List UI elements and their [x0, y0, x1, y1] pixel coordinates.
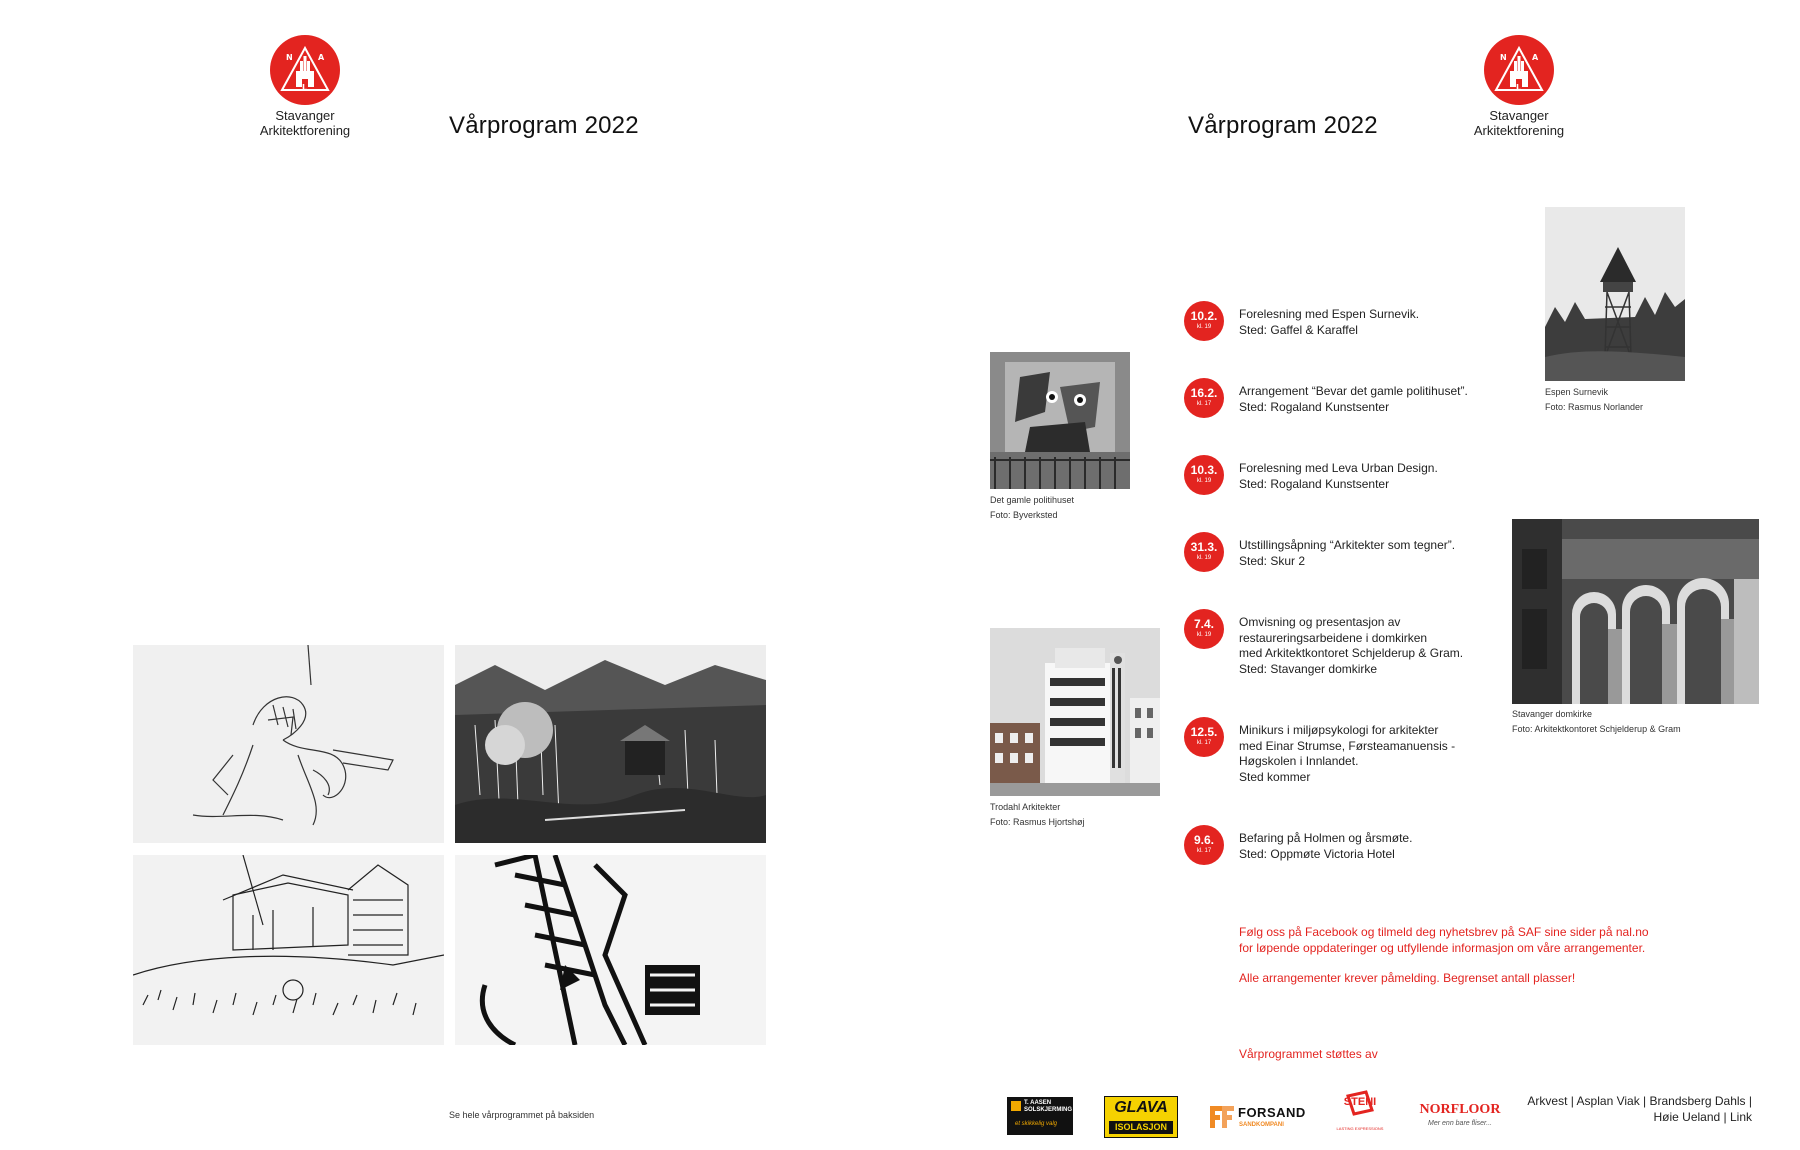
- page-title-right: Vårprogram 2022: [1188, 112, 1378, 139]
- org-name: [235, 108, 375, 138]
- sponsor-list-line: Høie Ueland | Link: [1653, 1110, 1752, 1124]
- sketch-figure-drawing: [133, 645, 444, 843]
- event-text: [1239, 384, 1468, 415]
- nal-logo-right: [1484, 35, 1554, 105]
- aasen-mark-icon: [1011, 1101, 1021, 1111]
- supported-by-line: Vårprogrammet støttes av: [1239, 1047, 1378, 1061]
- sketch-abstract: [455, 855, 766, 1045]
- event-date-badge: [1184, 378, 1224, 418]
- event-line: Sted kommer: [1239, 769, 1311, 784]
- supported-by-heading: [1239, 1047, 1378, 1063]
- photo-trodahl-image: [990, 628, 1160, 796]
- photo-surnevik-image: [1545, 207, 1685, 381]
- event-line: Sted: Rogaland Kunstsenter: [1239, 476, 1390, 491]
- forsand-sub: SANDKOMPANI: [1239, 1122, 1284, 1128]
- caption-surnevik: [1545, 385, 1643, 415]
- registration-note-line: Alle arrangementer krever påmelding. Begrenset antall plasser!: [1239, 971, 1576, 985]
- sketch-figure: [133, 645, 444, 843]
- caption-credit: Foto: Rasmus Hjortshøj: [990, 817, 1085, 827]
- event-item: [1184, 301, 1544, 361]
- event-line: Sted: Stavanger domkirke: [1239, 661, 1378, 676]
- event-text: [1239, 831, 1412, 862]
- event-time: kl. 17: [1196, 401, 1212, 407]
- event-line: Utstillingsåpning “Arkitekter som tegner”.: [1239, 538, 1456, 552]
- event-text: [1239, 615, 1463, 677]
- event-text: [1239, 538, 1455, 569]
- follow-note-line: for løpende oppdateringer og utfyllende informasjon om våre arrangementer.: [1239, 940, 1646, 955]
- event-item: [1184, 717, 1544, 797]
- org-name-right: [1449, 108, 1589, 138]
- event-item: [1184, 609, 1544, 689]
- glava-name: GLAVA: [1114, 1099, 1168, 1116]
- event-date: 10.3.: [1190, 463, 1218, 477]
- caption-title: Espen Surnevik: [1545, 387, 1609, 397]
- caption-credit: Foto: Byverksted: [990, 510, 1058, 520]
- photo-domkirke: [1512, 519, 1759, 704]
- org-name-line2: Arkitektforening: [259, 123, 351, 138]
- aasen-tagline: et skikkelig valg: [1015, 1121, 1058, 1127]
- photo-politihuset-image: [990, 352, 1130, 489]
- event-time: kl. 19: [1196, 324, 1212, 330]
- event-date: 16.2.: [1190, 386, 1218, 400]
- event-item: [1184, 532, 1544, 592]
- event-time: kl. 17: [1196, 740, 1212, 746]
- caption-title: Stavanger domkirke: [1512, 709, 1593, 719]
- event-line: Omvisning og presentasjon av: [1239, 615, 1401, 629]
- org-name-line1: Stavanger: [1489, 108, 1549, 123]
- sponsor-logo-norfloor: [1415, 1100, 1505, 1134]
- logo-letter-a: A: [318, 53, 325, 62]
- caption-politihuset: [990, 493, 1074, 523]
- norfloor-sub: Mer enn bare fliser...: [1428, 1120, 1492, 1127]
- event-line: Sted: Skur 2: [1239, 553, 1306, 568]
- event-line: Høgskolen i Innlandet.: [1239, 754, 1359, 768]
- photo-surnevik: [1545, 207, 1685, 381]
- footer-note: Se hele vårprogrammet på baksiden: [449, 1110, 595, 1120]
- logo-letter-n: N: [1500, 53, 1507, 62]
- follow-note-line: Følg oss på Facebook og tilmeld deg nyhetsbrev på SAF sine sider på nal.no: [1239, 925, 1649, 939]
- forsand-mark-icon: [1208, 1104, 1236, 1130]
- sponsor-logo-steni: [1330, 1090, 1390, 1138]
- steni-sub: LASTING EXPRESSIONS: [1336, 1126, 1384, 1131]
- org-name-line2: Arkitektforening: [1473, 123, 1565, 138]
- event-date-badge: [1184, 301, 1224, 341]
- event-line: Sted: Rogaland Kunstsenter: [1239, 399, 1390, 414]
- caption-credit: Foto: Arkitektkontoret Schjelderup & Gram: [1512, 724, 1681, 734]
- logo-letter-l: L: [1516, 83, 1522, 92]
- org-name-line1: Stavanger: [275, 108, 335, 123]
- event-date: 10.2.: [1190, 309, 1218, 323]
- photo-politihuset: [990, 352, 1130, 489]
- norfloor-name: NORFLOOR: [1419, 1102, 1501, 1117]
- event-line: restaureringsarbeidene i domkirken: [1239, 630, 1428, 645]
- event-line: Forelesning med Espen Surnevik.: [1239, 307, 1420, 321]
- event-line: med Einar Strumse, Førsteamanuensis -: [1239, 738, 1456, 753]
- event-date: 9.6.: [1193, 833, 1214, 847]
- event-line: Sted: Oppmøte Victoria Hotel: [1239, 846, 1395, 861]
- sketch-abstract-drawing: [455, 855, 766, 1045]
- event-line: Sted: Gaffel & Karaffel: [1239, 322, 1358, 337]
- follow-note: [1239, 925, 1649, 956]
- event-item: [1184, 378, 1544, 438]
- event-date-badge: [1184, 717, 1224, 757]
- sponsor-logo-forsand: [1208, 1100, 1306, 1136]
- aasen-line2: SOLSKJERMING: [1024, 1107, 1073, 1113]
- sketch-forest-drawing: [455, 645, 766, 843]
- event-item: [1184, 825, 1544, 885]
- event-time: kl. 19: [1196, 632, 1212, 638]
- event-text: [1239, 723, 1455, 785]
- event-date-badge: [1184, 532, 1224, 572]
- logo-letter-a: A: [1532, 53, 1539, 62]
- steni-name: STENI: [1343, 1096, 1377, 1108]
- sponsor-list: [1500, 1093, 1752, 1125]
- event-time: kl. 19: [1196, 478, 1212, 484]
- page-title: Vårprogram 2022: [449, 112, 639, 139]
- sponsor-logo-aasen: [1007, 1097, 1073, 1135]
- event-item: [1184, 455, 1544, 515]
- event-text: [1239, 307, 1419, 338]
- logo-letter-n: N: [286, 53, 293, 62]
- event-date-badge: [1184, 825, 1224, 865]
- event-date: 7.4.: [1193, 617, 1214, 631]
- sketch-farmhouse: [133, 855, 444, 1045]
- caption-title: Trodahl Arkitekter: [990, 802, 1061, 812]
- nal-logo: [270, 35, 340, 105]
- event-date-badge: [1184, 609, 1224, 649]
- event-line: med Arkitektkontoret Schjelderup & Gram.: [1239, 646, 1464, 660]
- caption-trodahl: [990, 800, 1085, 830]
- event-date: 31.3.: [1190, 540, 1218, 554]
- event-line: Forelesning med Leva Urban Design.: [1239, 461, 1438, 475]
- event-time: kl. 19: [1196, 555, 1212, 561]
- event-line: Befaring på Holmen og årsmøte.: [1239, 831, 1413, 845]
- forsand-name: FORSAND: [1238, 1105, 1306, 1120]
- caption-title: Det gamle politihuset: [990, 495, 1075, 505]
- event-date: 12.5.: [1190, 725, 1218, 739]
- event-time: kl. 17: [1196, 848, 1212, 854]
- event-text: [1239, 461, 1438, 492]
- sketch-forest: [455, 645, 766, 843]
- event-date-badge: [1184, 455, 1224, 495]
- caption-credit: Foto: Rasmus Norlander: [1545, 402, 1644, 412]
- sponsor-list-line: Arkvest | Asplan Viak | Brandsberg Dahls |: [1527, 1094, 1752, 1108]
- photo-trodahl: [990, 628, 1160, 796]
- event-line: Minikurs i miljøpsykologi for arkitekter: [1239, 723, 1439, 737]
- sketch-farmhouse-drawing: [133, 855, 444, 1045]
- sponsor-logo-glava: [1104, 1096, 1178, 1138]
- logo-letter-l: L: [302, 83, 308, 92]
- registration-note: [1239, 971, 1575, 987]
- event-line: Arrangement “Bevar det gamle politihuset”.: [1239, 384, 1468, 398]
- photo-domkirke-image: [1512, 519, 1759, 704]
- glava-sub: ISOLASJON: [1109, 1121, 1173, 1134]
- aasen-line1: T. AASEN: [1024, 1100, 1052, 1106]
